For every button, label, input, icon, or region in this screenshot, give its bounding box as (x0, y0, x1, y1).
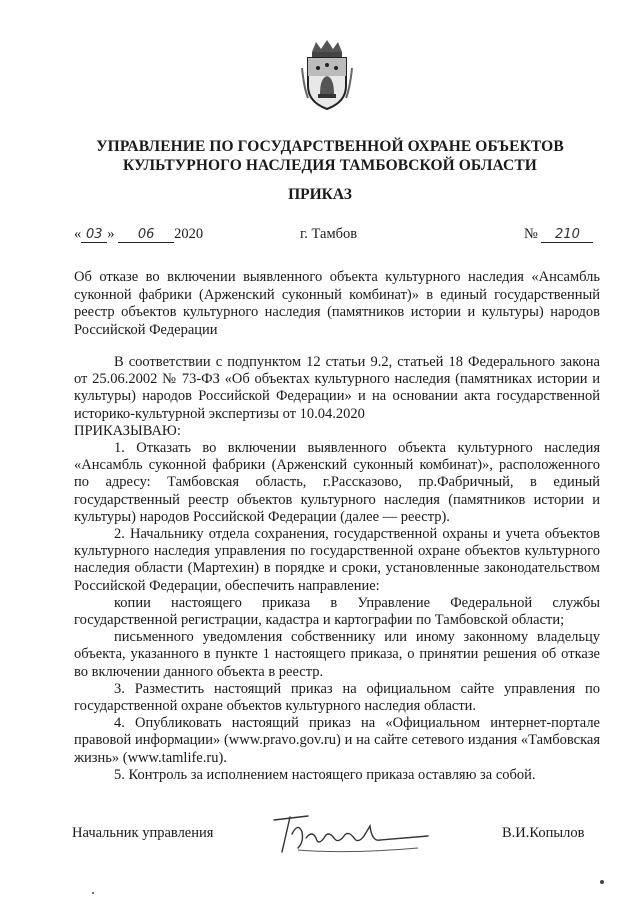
scan-speck (600, 880, 604, 884)
document-title: ПРИКАЗ (288, 186, 352, 203)
agency-heading-line2: КУЛЬТУРНОГО НАСЛЕДИЯ ТАМБОВСКОЙ ОБЛАСТИ (123, 157, 537, 174)
order-item-2: 2. Начальнику отдела сохранения, государственной охраны и учета объектов культурного наследия управления по государственной охране объектов культурного наследия области (Мартехин) в порядке и сроки, установленные законодательством Российской Федерации, обеспечить направление: (74, 526, 600, 594)
order-item-5: 5. Контроль за исполнением настоящего приказа оставляю за собой. (114, 766, 536, 783)
order-preamble: В соответствии с подпунктом 12 статьи 9.2, статьей 18 Федерального закона от 25.06.2002 № 73-ФЗ «Об объектах культурного наследия (памятниках истории и культуры) народов Российской Федерации» и на основании акта государственной историко-культурной экспертизы от 10.04.2020 (74, 354, 600, 422)
handwritten-signature (268, 808, 438, 858)
date-year: 2020 (174, 226, 204, 242)
signatory-position: Начальник управления (72, 825, 214, 841)
order-body (74, 354, 600, 784)
order-date (74, 226, 203, 243)
signatory-name: В.И.Копылов (502, 825, 585, 841)
agency-heading (60, 137, 600, 175)
coat-of-arms-icon (300, 38, 354, 112)
date-month: 06 (118, 228, 174, 243)
date-day: 03 (81, 228, 107, 243)
order-word: ПРИКАЗЫВАЮ: (74, 422, 181, 439)
order-number-label: № (524, 226, 538, 242)
scan-speck (92, 892, 94, 894)
order-number (524, 226, 593, 243)
date-close-quote: » (107, 226, 115, 242)
agency-heading-line1: УПРАВЛЕНИЕ ПО ГОСУДАРСТВЕННОЙ ОХРАНЕ ОБЪЕКТОВ (96, 138, 564, 155)
order-item-2b: письменного уведомления собственнику или иному законному владельцу объекта, указанного в пункте 1 настоящего приказа, о принятии решения об отказе во включении данного объекта в реестр. (74, 629, 600, 680)
city: г. Тамбов (300, 226, 358, 242)
order-item-2a: копии настоящего приказа в Управление Федеральной службы государственной регистрации, кадастра и картографии по Тамбовской области; (74, 594, 600, 629)
order-item-4: 4. Опубликовать настоящий приказ на «Официальном интернет-портале правовой информации» (www.pravo.gov.ru) и на сайте сетевого издания «Тамбовская жизнь» (www.tamlife.ru). (74, 715, 600, 766)
order-number-value: 210 (541, 228, 593, 243)
date-open-quote: « (74, 226, 82, 242)
order-subject: Об отказе во включении выявленного объекта культурного наследия «Ансамбль суконной фабрики (Арженский суконный комбинат)» в единый государственный реестр объектов культурного наследия (памятников истории и культуры) народов Российской Федерации (74, 269, 600, 338)
order-item-1: 1. Отказать во включении выявленного объекта культурного наследия «Ансамбль суконной фабрики (Арженский суконный комбинат)», расположенного по адресу: Тамбовская область, г.Рассказово, пр.Фабричный, в единый государственный реестр объектов культурного наследия (памятников истории и культуры) народов Российской Федерации (далее — реестр). (74, 440, 600, 525)
order-item-3: 3. Разместить настоящий приказ на официальном сайте управления по государственной охране объектов культурного наследия области. (74, 680, 600, 715)
